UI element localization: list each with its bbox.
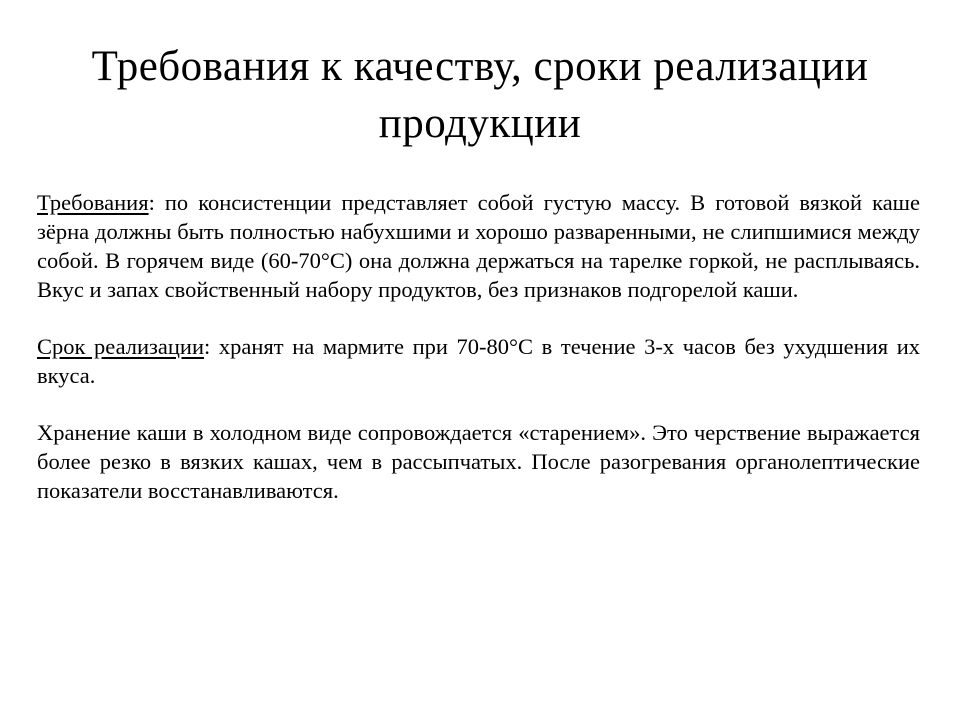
underlined-term-requirements: Требования	[37, 190, 149, 215]
paragraph-quality-requirements-text: : по консистенции представляет собой густую массу. В готовой вязкой каше зёрна должны быть полностью набухшими и хорошо разваренными, не слипшимися между собой. В горячем виде (60-70°С) она должна держаться на тарелке горкой, не расплываясь. Вкус и запах свойственный набору продуктов, без признаков подгорелой каши.	[37, 190, 920, 302]
paragraph-quality-requirements	[37, 188, 920, 304]
slide-title: Требования к качеству, сроки реализации продукции	[91, 43, 869, 147]
paragraph-shelf-life	[37, 332, 920, 390]
underlined-term-shelf-life: Срок реализации	[37, 334, 205, 359]
paragraph-cold-storage-text: Хранение каши в холодном виде сопровождается «старением». Это черствение выражается более резко в вязких кашах, чем в рассыпчатых. После разогревания органолептические показатели восстанавливаются.	[37, 420, 920, 503]
paragraph-shelf-life-text: : хранят на мармите при 70-80°С в течение 3-х часов без ухудшения их вкуса.	[37, 334, 920, 388]
paragraph-cold-storage	[37, 418, 920, 505]
slide-body	[37, 188, 920, 533]
